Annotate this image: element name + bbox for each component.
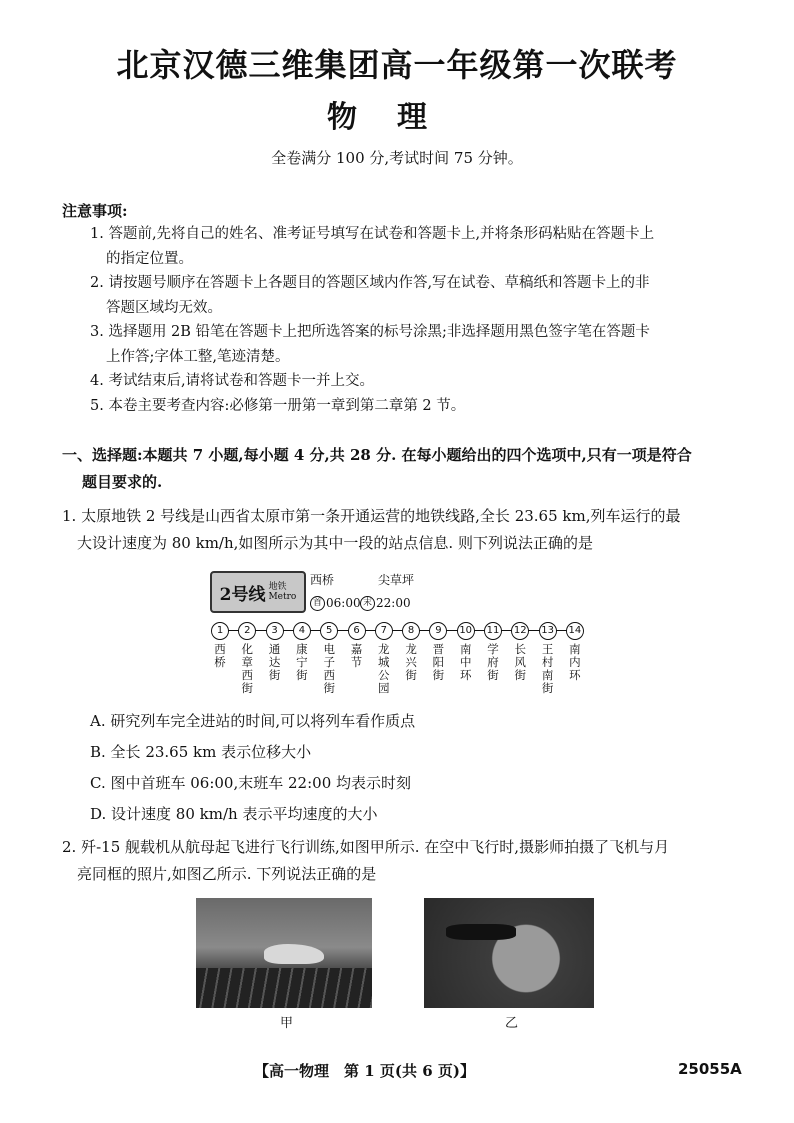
note-item: 4. 考试结束后,请将试卷和答题卡一并上交。 <box>90 373 375 389</box>
metro-line-name: 2号线 <box>219 584 266 605</box>
section-heading <box>62 442 752 496</box>
carrier-takeoff-photo <box>196 898 372 1008</box>
metro-badge-cn: 地铁 <box>268 582 287 592</box>
question-1-options <box>90 706 415 830</box>
question-2-line: 2. 歼-15 舰载机从航母起飞进行飞行训练,如图甲所示. 在空中飞行时,摄影师拍摄了飞机与月 <box>62 838 670 856</box>
metro-station <box>319 622 339 695</box>
option-b: B. 全长 23.65 km 表示位移大小 <box>90 743 312 761</box>
metro-station <box>292 622 312 682</box>
station-name: 龙兴街 <box>405 642 417 682</box>
station-list <box>210 622 590 706</box>
question-1-line: 1. 太原地铁 2 号线是山西省太原市第一条开通运营的地铁线路,全长 23.65 km,列车运行的最 <box>62 507 681 525</box>
station-name: 嘉节 <box>350 642 363 669</box>
station-number: 12 <box>511 622 529 640</box>
station-name: 南中环 <box>459 642 472 682</box>
metro-station <box>210 622 230 669</box>
station-number: 14 <box>566 622 584 640</box>
jet-icon <box>264 944 324 964</box>
note-item-cont: 上作答;字体工整,笔迹清楚。 <box>106 348 290 365</box>
station-number: 3 <box>266 622 284 640</box>
option-c: C. 图中首班车 06:00,末班车 22:00 均表示时刻 <box>90 774 412 792</box>
question-1 <box>62 503 762 557</box>
metro-first-train <box>310 596 361 611</box>
station-name: 康宁街 <box>296 642 308 682</box>
jet-moon-photo <box>424 898 594 1008</box>
station-number: 10 <box>457 622 475 640</box>
station-name: 南内环 <box>569 642 581 682</box>
metro-line-badge <box>210 571 306 613</box>
last-train-time: 22:00 <box>376 596 411 610</box>
note-item-cont: 的指定位置。 <box>106 250 193 267</box>
exam-meta: 全卷满分 100 分,考试时间 75 分钟。 <box>271 149 523 167</box>
metro-last-train <box>360 596 411 611</box>
station-number: 9 <box>429 622 447 640</box>
first-train-time: 06:00 <box>326 596 361 610</box>
station-name: 王村南街 <box>541 642 554 695</box>
metro-badge-en: Metro <box>268 592 297 602</box>
jet-silhouette-icon <box>446 924 516 940</box>
metro-station <box>237 622 257 695</box>
carrier-deck <box>196 968 372 1008</box>
note-item: 1. 答题前,先将自己的姓名、准考证号填写在试卷和答题卡上,并将条形码粘贴在答题卡上 <box>90 226 655 242</box>
photo-caption-a: 甲 <box>280 1016 294 1031</box>
station-number: 6 <box>348 622 366 640</box>
station-name: 龙城公园 <box>378 642 390 695</box>
station-number: 8 <box>402 622 420 640</box>
note-item-cont: 答题区域均无效。 <box>106 299 222 316</box>
note-item: 5. 本卷主要考查内容:必修第一册第一章到第二章第 2 节。 <box>90 397 466 414</box>
station-name: 电子西街 <box>323 642 335 695</box>
metro-station <box>538 622 558 695</box>
metro-station <box>428 622 448 682</box>
notes-list <box>90 222 750 418</box>
metro-to: 尖草坪 <box>378 573 415 587</box>
question-1-line: 大设计速度为 80 km/h,如图所示为其中一段的站点信息. 则下列说法正确的是 <box>77 534 593 552</box>
metro-station <box>374 622 394 695</box>
station-number: 7 <box>375 622 393 640</box>
metro-from: 西桥 <box>310 573 335 587</box>
station-name: 晋阳街 <box>432 642 445 682</box>
station-name: 化章西街 <box>241 642 254 695</box>
metro-station <box>510 622 530 682</box>
footer-code: 25055A <box>678 1060 742 1078</box>
notes-heading: 注意事项: <box>62 202 128 220</box>
station-number: 1 <box>211 622 229 640</box>
station-number: 5 <box>320 622 338 640</box>
section-line: 题目要求的. <box>82 473 163 491</box>
exam-title: 北京汉德三维集团高一年级第一次联考 <box>116 46 678 84</box>
first-train-icon: 首 <box>310 596 325 611</box>
option-a: A. 研究列车完全进站的时间,可以将列车看作质点 <box>90 712 416 730</box>
note-item: 3. 选择题用 2B 铅笔在答题卡上把所选答案的标号涂黑;非选择题用黑色签字笔在答题卡 <box>90 324 650 340</box>
section-line: 一、选择题:本题共 7 小题,每小题 4 分,共 28 分. 在每小题给出的四个选项中,只有一项是符合 <box>62 446 692 464</box>
footer-page-info: 【高一物理 第 1 页(共 6 页)】 <box>254 1062 475 1080</box>
station-number: 11 <box>484 622 502 640</box>
station-name: 西桥 <box>214 642 226 669</box>
photo-caption-b: 乙 <box>505 1016 519 1031</box>
metro-station <box>401 622 421 682</box>
note-item: 2. 请按题号顺序在答题卡上各题目的答题区域内作答,写在试卷、草稿纸和答题卡上的非 <box>90 275 650 291</box>
subject-title: 物理 <box>327 100 467 135</box>
station-number: 2 <box>238 622 256 640</box>
station-name: 学府街 <box>487 642 499 682</box>
station-number: 13 <box>539 622 557 640</box>
station-number: 4 <box>293 622 311 640</box>
metro-station <box>483 622 503 682</box>
station-name: 长风街 <box>514 642 527 682</box>
metro-diagram <box>210 566 590 706</box>
metro-station <box>347 622 367 669</box>
last-train-icon: 末 <box>360 596 375 611</box>
metro-station <box>456 622 476 682</box>
metro-station <box>565 622 585 682</box>
station-name: 通达街 <box>268 642 281 682</box>
metro-station <box>265 622 285 682</box>
question-2 <box>62 834 762 888</box>
option-d: D. 设计速度 80 km/h 表示平均速度的大小 <box>90 805 378 823</box>
question-2-line: 亮同框的照片,如图乙所示. 下列说法正确的是 <box>77 865 377 883</box>
